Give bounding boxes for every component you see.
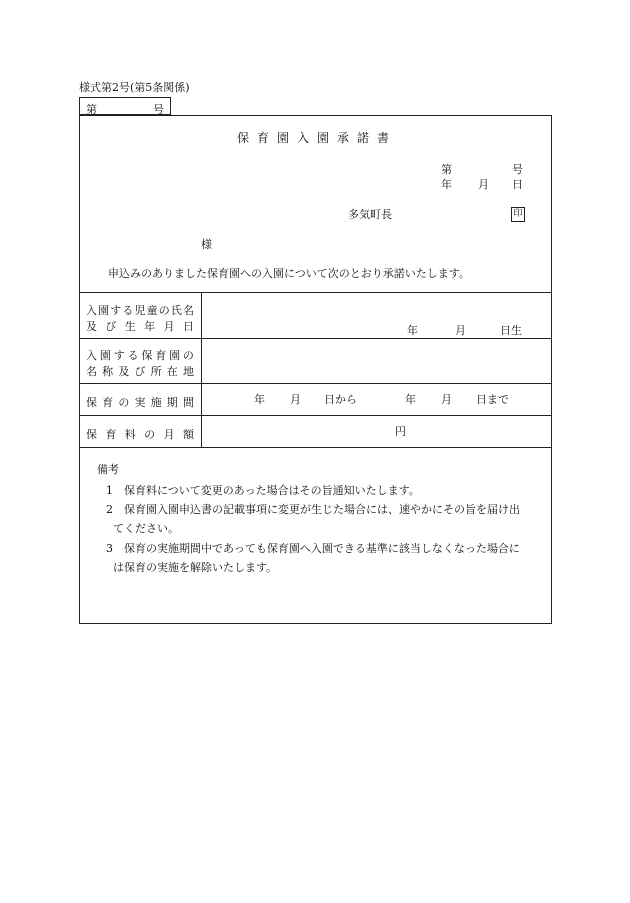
fee-yen: 円 — [395, 425, 406, 438]
child-label-line2 — [86, 318, 194, 334]
birth-year: 年 — [407, 324, 418, 337]
fee-label-char: 料 — [124, 428, 136, 441]
issuer-name: 多気町長 — [348, 208, 392, 221]
period-label — [86, 394, 194, 410]
fee-label-char: の — [144, 428, 156, 441]
nursery-label-char: 園 — [99, 349, 111, 362]
nursery-label-char: の — [182, 349, 194, 362]
period-label-char: の — [118, 396, 130, 409]
birth-day: 日生 — [500, 324, 522, 337]
period-label-char: 間 — [182, 396, 194, 409]
child-label-char: 園 — [98, 304, 110, 317]
fee-label-char: 額 — [182, 428, 194, 441]
note-1-num: 1 — [106, 484, 113, 497]
child-label-char: 童 — [146, 304, 158, 317]
fee-label — [86, 426, 194, 442]
period-label-char: 実 — [134, 396, 146, 409]
table-line-top — [79, 292, 552, 293]
child-label-char: 氏 — [170, 304, 182, 317]
child-label-char: 年 — [144, 320, 156, 333]
child-label-char: 入 — [86, 304, 97, 317]
nursery-label-char: 園 — [169, 349, 181, 362]
birth-month: 月 — [455, 324, 466, 337]
note-2-text-line1: 保育園入園申込書の記載事項に変更が生じた場合には、速やかにその旨を届け出 — [124, 503, 520, 516]
nursery-label-char: る — [127, 349, 139, 362]
nursery-label-char: 名 — [86, 365, 97, 378]
note-1-text: 保育料について変更のあった場合はその旨通知いたします。 — [124, 484, 420, 497]
form-label: 様式第2号(第5条関係) — [79, 81, 190, 94]
child-label-char: 日 — [182, 320, 194, 333]
child-label-char: び — [105, 320, 117, 333]
notes-heading: 備考 — [97, 463, 119, 476]
child-label-char: 名 — [183, 304, 194, 317]
doc-number-dai: 第 — [441, 163, 452, 176]
period-end-day: 日まで — [476, 393, 509, 406]
nursery-label-char: 保 — [141, 349, 153, 362]
seal-mark: 印 — [511, 207, 525, 222]
period-start-month: 月 — [290, 393, 301, 406]
nursery-label-char: 所 — [150, 365, 162, 378]
nursery-label-char: 育 — [155, 349, 167, 362]
table-col-divider — [201, 292, 202, 447]
intro-text: 申込みのありました保育園への入園について次のとおり承諾いたします。 — [108, 267, 470, 280]
note-3-text-line2: は保育の実施を解除いたします。 — [113, 561, 278, 574]
date-year: 年 — [441, 178, 452, 191]
number-box — [79, 97, 171, 115]
table-line-2 — [79, 338, 552, 339]
document-title: 保育園入園承諾書 — [236, 131, 397, 145]
nursery-label-char: す — [113, 349, 125, 362]
period-label-char: 保 — [86, 396, 97, 409]
number-box-dai: 第 — [86, 103, 97, 116]
fee-label-char: 保 — [86, 428, 97, 441]
child-label-line1 — [86, 302, 194, 318]
child-label-char: す — [110, 304, 122, 317]
nursery-label-line2 — [86, 363, 194, 379]
nursery-label-line1 — [86, 347, 194, 363]
doc-number-go: 号 — [512, 163, 523, 176]
fee-label-char: 月 — [163, 428, 175, 441]
child-label-char: 及 — [86, 320, 97, 333]
period-end-month: 月 — [441, 393, 452, 406]
period-start-day: 日から — [324, 393, 357, 406]
period-label-char: 施 — [150, 396, 162, 409]
child-label-char: る — [122, 304, 134, 317]
period-label-char: 育 — [102, 396, 114, 409]
nursery-label-char: 及 — [118, 365, 130, 378]
fee-label-char: 育 — [105, 428, 117, 441]
child-label-char: 月 — [163, 320, 175, 333]
nursery-label-char: 地 — [182, 365, 194, 378]
nursery-label-char: 在 — [166, 365, 178, 378]
table-line-4 — [79, 415, 552, 416]
note-2-text-line2: てください。 — [113, 522, 179, 535]
period-start-year: 年 — [254, 393, 265, 406]
note-3-text-line1: 保育の実施期間中であっても保育園へ入園できる基準に該当しなくなった場合に — [124, 542, 520, 555]
child-label-char: の — [158, 304, 170, 317]
table-line-3 — [79, 383, 552, 384]
table-line-bottom — [79, 447, 552, 448]
date-day: 日 — [512, 178, 523, 191]
period-label-char: 期 — [166, 396, 178, 409]
addressee-suffix: 様 — [201, 238, 212, 251]
date-month: 月 — [478, 178, 489, 191]
period-end-year: 年 — [405, 393, 416, 406]
nursery-label-char: 入 — [86, 349, 97, 362]
note-2-num: 2 — [106, 503, 113, 516]
nursery-label-char: び — [134, 365, 146, 378]
child-label-char: 生 — [124, 320, 136, 333]
number-box-go: 号 — [153, 103, 164, 116]
child-label-char: 児 — [134, 304, 146, 317]
nursery-label-char: 称 — [102, 365, 114, 378]
note-3-num: 3 — [106, 542, 113, 555]
